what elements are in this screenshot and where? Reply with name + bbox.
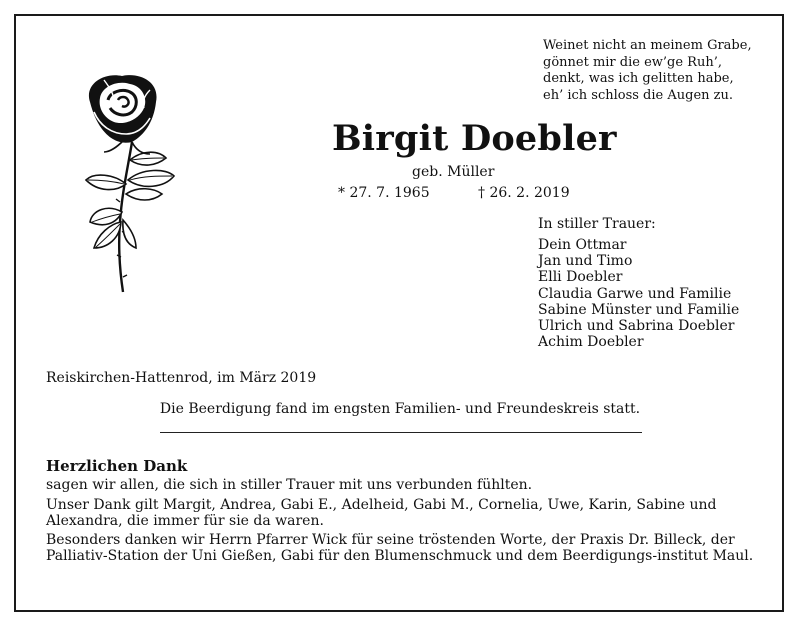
mourners-list (538, 237, 739, 350)
poem-line: eh’ ich schloss die Augen zu. (543, 87, 733, 103)
thanks-section (46, 458, 766, 568)
mourner-name: Claudia Garwe und Familie (538, 285, 732, 302)
mourners-heading: In stiller Trauer: (538, 216, 656, 232)
thanks-title: Herzlichen Dank (46, 457, 188, 475)
poem-line: gönnet mir die ew’ge Ruh’, (543, 54, 722, 70)
rose-icon (70, 72, 190, 294)
mourner-name: Achim Doebler (538, 334, 644, 351)
thanks-paragraph: Besonders danken wir Herrn Pfarrer Wick für seine tröstenden Worte, der Praxis Dr. Billeck, der Palliativ-Station der Uni Gießen, Gabi für den Blumenschmuck und dem Beerdigungs-institut Maul. (46, 532, 754, 565)
birth-date: * 27. 7. 1965 (338, 185, 430, 201)
thanks-paragraph: sagen wir allen, die sich in stiller Trauer mit uns verbunden fühlten. (46, 477, 533, 494)
poem-line: Weinet nicht an meinem Grabe, (543, 38, 752, 53)
poem-line: denkt, was ich gelitten habe, (543, 71, 734, 86)
mourner-name: Ulrich und Sabrina Doebler (538, 318, 735, 335)
mourner-name: Jan und Timo (538, 253, 633, 270)
mourner-name: Dein Ottmar (538, 237, 627, 253)
mourner-name: Elli Doebler (538, 269, 623, 286)
divider (160, 432, 642, 433)
deceased-name: Birgit Doebler (332, 118, 617, 159)
poem (543, 38, 752, 104)
birth-name: geb. Müller (412, 164, 495, 180)
place-date: Reiskirchen-Hattenrod, im März 2019 (46, 370, 317, 386)
death-date: † 26. 2. 2019 (478, 185, 570, 201)
funeral-note: Die Beerdigung fand im engsten Familien- und Freundeskreis statt. (159, 401, 641, 417)
thanks-paragraph: Unser Dank gilt Margit, Andrea, Gabi E., Adelheid, Gabi M., Cornelia, Uwe, Karin, Sabine und Alexandra, die immer für sie da waren. (46, 496, 717, 529)
mourner-name: Sabine Münster und Familie (538, 301, 740, 318)
